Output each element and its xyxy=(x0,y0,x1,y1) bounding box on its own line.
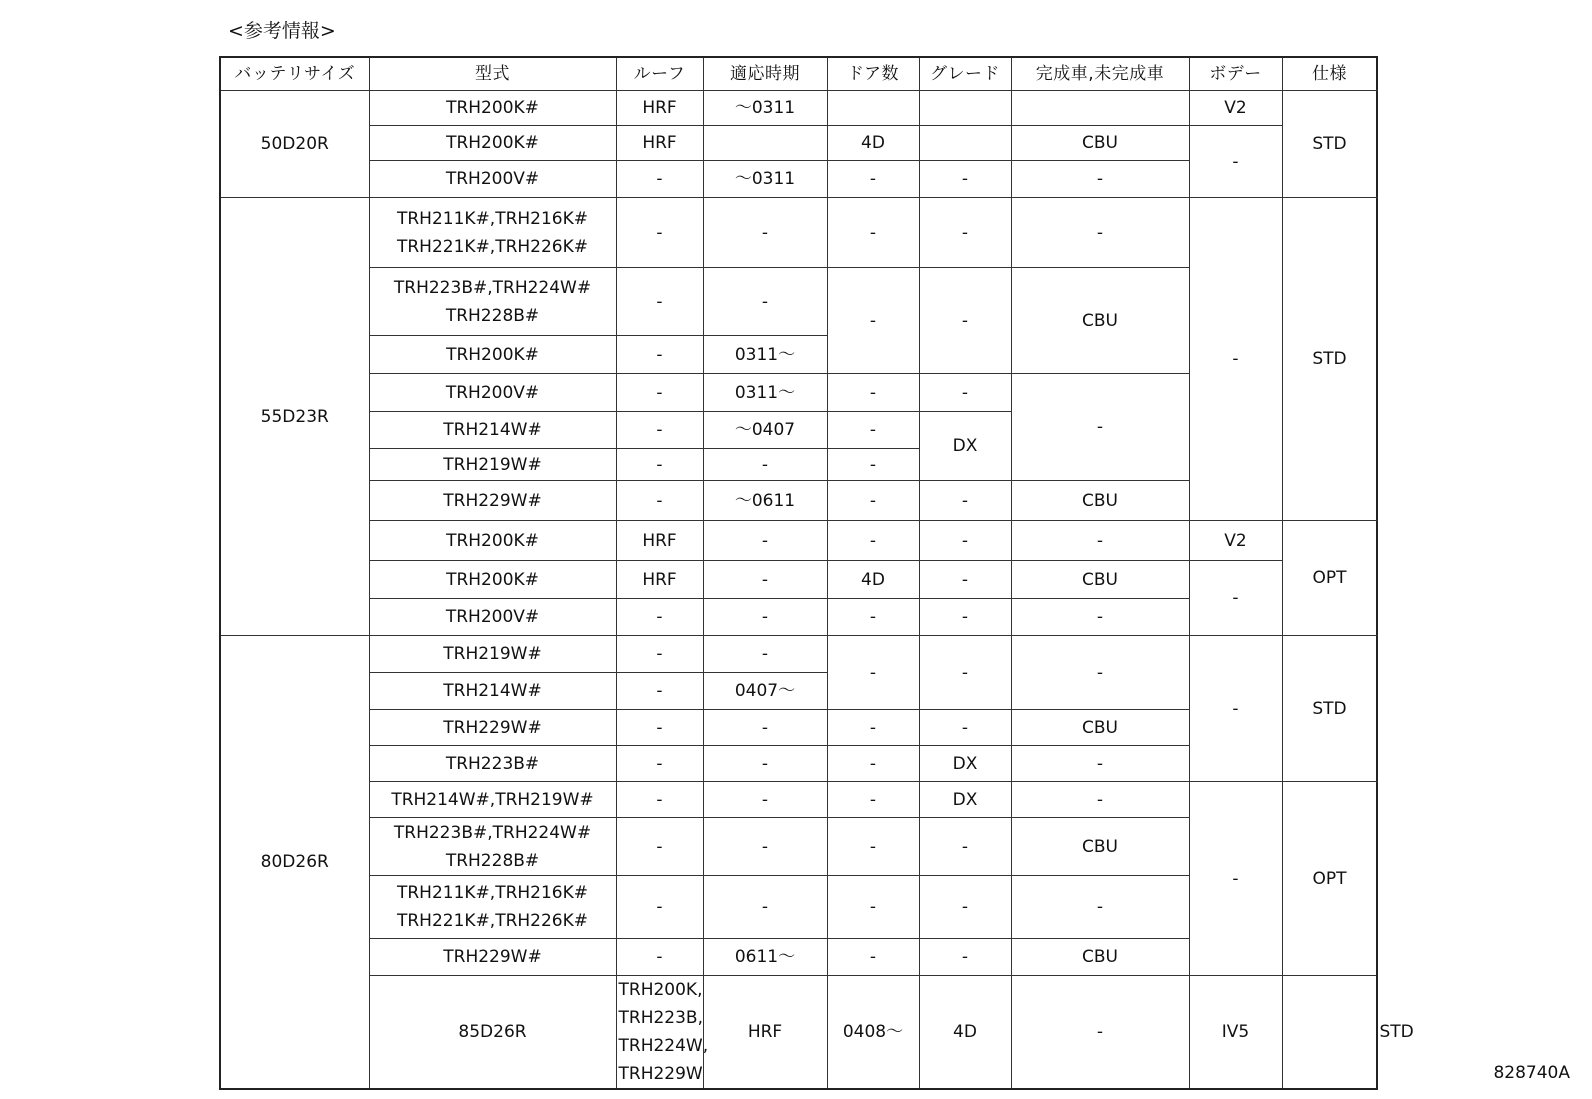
doors-cell: - xyxy=(827,374,919,412)
model-line: TRH211K#,TRH216K# xyxy=(396,883,589,903)
model-cell: TRH200V# xyxy=(369,161,616,198)
model-cell xyxy=(369,268,616,336)
period-cell xyxy=(703,126,827,161)
table-row xyxy=(220,198,1377,268)
period-cell: 0611～ xyxy=(703,939,827,976)
spec-cell: STD xyxy=(1282,91,1377,198)
period-cell: - xyxy=(703,268,827,336)
doors-cell: - xyxy=(827,710,919,746)
body-cell: V2 xyxy=(1189,91,1282,126)
model-cell xyxy=(369,876,616,939)
period-cell: - xyxy=(703,710,827,746)
doors-cell: - xyxy=(827,268,919,374)
grade-cell: - xyxy=(919,939,1011,976)
doors-cell: - xyxy=(827,746,919,782)
vehicle-type-cell: CBU xyxy=(1011,268,1189,374)
doors-cell: - xyxy=(827,939,919,976)
vehicle-type-cell: - xyxy=(1011,782,1189,818)
model-line: TRH221K#,TRH226K# xyxy=(396,911,589,931)
doors-cell: - xyxy=(827,876,919,939)
model-cell: TRH214W# xyxy=(369,673,616,710)
roof-cell: HRF xyxy=(616,91,703,126)
period-cell: - xyxy=(703,449,827,481)
spec-cell: STD xyxy=(1282,636,1377,782)
grade-cell: - xyxy=(1011,976,1189,1090)
grade-cell: - xyxy=(919,818,1011,876)
header-body: ボデー xyxy=(1189,57,1282,91)
grade-cell xyxy=(919,91,1011,126)
roof-cell: - xyxy=(616,599,703,636)
period-cell: - xyxy=(703,198,827,268)
model-cell: TRH223B# xyxy=(369,746,616,782)
battery-spec-table xyxy=(219,56,1414,1090)
model-cell: TRH214W# xyxy=(369,412,616,449)
roof-cell: - xyxy=(616,198,703,268)
figure-id: 828740A xyxy=(1493,1063,1570,1083)
table-row: 85D26R TRH200K, TRH223B, TRH224W, TRH229W HRF 0408～ 4D - IV5 STD xyxy=(220,976,1377,1090)
model-cell: TRH200V# xyxy=(369,374,616,412)
model-cell: TRH200K# xyxy=(369,521,616,561)
roof-cell: - xyxy=(616,746,703,782)
model-cell: TRH229W# xyxy=(369,481,616,521)
model-cell: TRH200K# xyxy=(369,336,616,374)
grade-cell: - xyxy=(919,521,1011,561)
body-cell xyxy=(1282,976,1377,1090)
roof-cell: - xyxy=(616,161,703,198)
table-row xyxy=(220,636,1377,673)
period-cell: ～0311 xyxy=(703,161,827,198)
period-cell: 0311～ xyxy=(703,374,827,412)
header-model: 型式 xyxy=(369,57,616,91)
model-cell: TRH219W# xyxy=(369,636,616,673)
grade-cell: - xyxy=(919,268,1011,374)
doors-cell: 4D xyxy=(827,126,919,161)
body-cell: - xyxy=(1189,561,1282,636)
vehicle-type-cell: CBU xyxy=(1011,939,1189,976)
model-cell: TRH200K# xyxy=(369,126,616,161)
table-row xyxy=(220,91,1377,126)
vehicle-type-cell: CBU xyxy=(1011,710,1189,746)
period-cell: - xyxy=(703,561,827,599)
doors-cell: - xyxy=(827,481,919,521)
grade-cell: - xyxy=(919,599,1011,636)
period-cell: - xyxy=(703,818,827,876)
grade-cell: - xyxy=(919,636,1011,710)
model-line: TRH200K, TRH223B, xyxy=(618,980,703,1028)
vehicle-type-cell: IV5 xyxy=(1189,976,1282,1090)
period-cell: 0311～ xyxy=(703,336,827,374)
body-cell: - xyxy=(1189,198,1282,521)
spec-cell: OPT xyxy=(1282,521,1377,636)
period-cell: ～0611 xyxy=(703,481,827,521)
grade-cell: - xyxy=(919,710,1011,746)
table-row xyxy=(220,521,1377,561)
vehicle-type-cell xyxy=(1011,91,1189,126)
roof-cell: - xyxy=(616,710,703,746)
model-line: TRH211K#,TRH216K# xyxy=(396,208,589,229)
roof-cell: - xyxy=(616,818,703,876)
model-cell xyxy=(616,976,709,1090)
doors-cell: - xyxy=(827,198,919,268)
body-cell: V2 xyxy=(1189,521,1282,561)
vehicle-type-cell: CBU xyxy=(1011,561,1189,599)
grade-cell: - xyxy=(919,161,1011,198)
vehicle-type-cell: - xyxy=(1011,521,1189,561)
vehicle-type-cell: - xyxy=(1011,746,1189,782)
grade-cell: - xyxy=(919,561,1011,599)
roof-cell: - xyxy=(616,939,703,976)
period-cell: - xyxy=(703,599,827,636)
header-doors: ドア数 xyxy=(827,57,919,91)
period-cell: ～0407 xyxy=(703,412,827,449)
vehicle-type-cell: CBU xyxy=(1011,481,1189,521)
roof-cell: - xyxy=(616,481,703,521)
doors-cell: 4D xyxy=(827,561,919,599)
doors-cell: - xyxy=(827,599,919,636)
table-row xyxy=(220,561,1377,599)
model-cell: TRH200V# xyxy=(369,599,616,636)
roof-cell: - xyxy=(616,412,703,449)
spec-cell: OPT xyxy=(1282,782,1377,976)
header-roof: ルーフ xyxy=(616,57,703,91)
doors-cell: 4D xyxy=(919,976,1011,1090)
table-row xyxy=(220,782,1377,818)
grade-cell: - xyxy=(919,198,1011,268)
roof-cell: HRF xyxy=(616,126,703,161)
model-cell: TRH229W# xyxy=(369,939,616,976)
model-cell: TRH200K# xyxy=(369,561,616,599)
period-cell: - xyxy=(703,782,827,818)
header-grade: グレード xyxy=(919,57,1011,91)
model-cell: TRH219W# xyxy=(369,449,616,481)
vehicle-type-cell: - xyxy=(1011,161,1189,198)
battery-cell: 80D26R xyxy=(220,636,369,1090)
period-cell: 0408～ xyxy=(827,976,919,1090)
roof-cell: - xyxy=(616,673,703,710)
vehicle-type-cell: - xyxy=(1011,636,1189,710)
roof-cell: - xyxy=(616,782,703,818)
model-line: TRH221K#,TRH226K# xyxy=(396,236,589,257)
doors-cell: - xyxy=(827,636,919,710)
model-cell: TRH214W#,TRH219W# xyxy=(369,782,616,818)
roof-cell: - xyxy=(616,336,703,374)
body-cell: - xyxy=(1189,126,1282,198)
period-cell: - xyxy=(703,521,827,561)
header-period: 適応時期 xyxy=(703,57,827,91)
body-cell: - xyxy=(1189,636,1282,782)
grade-cell: DX xyxy=(919,782,1011,818)
period-cell: - xyxy=(703,746,827,782)
vehicle-type-cell: CBU xyxy=(1011,126,1189,161)
vehicle-type-cell: - xyxy=(1011,599,1189,636)
roof-cell: - xyxy=(616,876,703,939)
table-row xyxy=(220,126,1377,161)
header-spec: 仕様 xyxy=(1282,57,1377,91)
doors-cell: - xyxy=(827,782,919,818)
grade-cell: - xyxy=(919,374,1011,412)
doors-cell xyxy=(827,91,919,126)
vehicle-type-cell: - xyxy=(1011,374,1189,481)
roof-cell: - xyxy=(616,268,703,336)
grade-cell: - xyxy=(919,481,1011,521)
period-cell: - xyxy=(703,876,827,939)
model-cell xyxy=(369,198,616,268)
spec-cell: STD xyxy=(1282,198,1377,521)
roof-cell: - xyxy=(616,374,703,412)
doors-cell: - xyxy=(827,449,919,481)
battery-cell: 55D23R xyxy=(220,198,369,636)
vehicle-type-cell: CBU xyxy=(1011,818,1189,876)
model-line: TRH228B# xyxy=(445,850,540,871)
roof-cell: HRF xyxy=(616,561,703,599)
model-cell xyxy=(369,818,616,876)
vehicle-type-cell: - xyxy=(1011,876,1189,939)
model-line: TRH228B# xyxy=(445,305,540,326)
battery-cell: 85D26R xyxy=(369,976,616,1090)
model-line: TRH223B#,TRH224W# xyxy=(393,822,592,843)
model-line: TRH224W, TRH229W xyxy=(618,1036,709,1084)
period-cell: 0407～ xyxy=(703,673,827,710)
period-cell: ～0311 xyxy=(703,91,827,126)
model-line: TRH223B#,TRH224W# xyxy=(393,277,592,298)
roof-cell: HRF xyxy=(703,976,827,1090)
body-cell: - xyxy=(1189,782,1282,976)
roof-cell: HRF xyxy=(616,521,703,561)
reference-caption: <参考情報> xyxy=(228,20,336,42)
grade-cell: DX xyxy=(919,746,1011,782)
header-battery-size: バッテリサイズ xyxy=(220,57,369,91)
header-row xyxy=(220,57,1377,91)
header-vehicle-type: 完成車,未完成車 xyxy=(1011,57,1189,91)
model-cell: TRH229W# xyxy=(369,710,616,746)
period-cell: - xyxy=(703,636,827,673)
doors-cell: - xyxy=(827,161,919,198)
vehicle-type-cell: - xyxy=(1011,198,1189,268)
roof-cell: - xyxy=(616,636,703,673)
doors-cell: - xyxy=(827,521,919,561)
grade-cell: - xyxy=(919,876,1011,939)
grade-cell: DX xyxy=(919,412,1011,481)
grade-cell xyxy=(919,126,1011,161)
doors-cell: - xyxy=(827,412,919,449)
battery-cell: 50D20R xyxy=(220,91,369,198)
model-cell: TRH200K# xyxy=(369,91,616,126)
doors-cell: - xyxy=(827,818,919,876)
roof-cell: - xyxy=(616,449,703,481)
